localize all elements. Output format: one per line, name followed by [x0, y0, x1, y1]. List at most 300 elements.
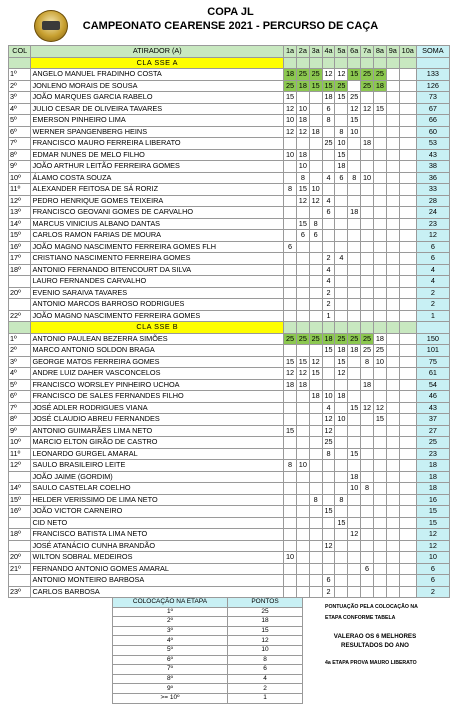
stage-score: 25: [348, 333, 361, 345]
stage-score: [386, 241, 399, 253]
class-spacer: [335, 57, 348, 69]
total-score: 67: [416, 103, 449, 115]
shooter-name: ANDRE LUIZ DAHER VASCONCELOS: [31, 368, 284, 380]
stage-score: [296, 402, 309, 414]
stage-score: [399, 149, 416, 161]
stage-score: [309, 264, 322, 276]
stage-score: [309, 92, 322, 104]
stage-score: [335, 230, 348, 242]
shooter-name: JOÃO JAIME (GORDIM): [31, 471, 284, 483]
shooter-name: CRISTIANO NASCIMENTO FERREIRA GOMES: [31, 253, 284, 265]
stage-score: [296, 563, 309, 575]
stage-score: [399, 138, 416, 150]
stage-score: [309, 506, 322, 518]
stage-score: [386, 529, 399, 541]
stage-score: [373, 425, 386, 437]
shooter-row: [9, 391, 450, 403]
points-value: 8: [228, 655, 303, 665]
shooter-row: [9, 575, 450, 587]
points-position: 2º: [113, 617, 228, 627]
stage-score: [361, 552, 374, 564]
shooter-row: [9, 149, 450, 161]
class-spacer: [9, 57, 31, 69]
shooter-row: [9, 172, 450, 184]
class-spacer: [399, 57, 416, 69]
stage-score: [284, 494, 297, 506]
shooter-row: [9, 483, 450, 495]
shooter-row: [9, 299, 450, 311]
stage-score: [399, 333, 416, 345]
stage-score: [373, 126, 386, 138]
position-cell: [9, 540, 31, 552]
stage-score: [373, 529, 386, 541]
stage-score: 10: [284, 552, 297, 564]
column-header: 4a: [322, 46, 335, 58]
position-cell: 8º: [9, 414, 31, 426]
stage-score: 25: [373, 69, 386, 81]
stage-score: [373, 540, 386, 552]
shooter-name: MARCIO ELTON GIRÃO DE CASTRO: [31, 437, 284, 449]
stage-score: [284, 230, 297, 242]
stage-score: [361, 310, 374, 322]
total-score: 101: [416, 345, 449, 357]
position-cell: 1º: [9, 69, 31, 81]
class-spacer: [361, 57, 374, 69]
stage-score: 15: [348, 402, 361, 414]
points-position: 6º: [113, 655, 228, 665]
stage-score: 8: [284, 460, 297, 472]
stage-score: [399, 184, 416, 196]
stage-score: 15: [322, 80, 335, 92]
position-cell: 7º: [9, 138, 31, 150]
position-cell: 5º: [9, 379, 31, 391]
stage-score: [284, 506, 297, 518]
stage-score: [296, 506, 309, 518]
stage-score: 6: [296, 230, 309, 242]
stage-score: [386, 184, 399, 196]
stage-score: 15: [335, 149, 348, 161]
stage-score: [322, 563, 335, 575]
stage-score: 10: [322, 391, 335, 403]
stage-score: [361, 437, 374, 449]
stage-score: [309, 161, 322, 173]
stage-score: [399, 207, 416, 219]
total-score: 6: [416, 575, 449, 587]
stage-score: [284, 575, 297, 587]
stage-score: 15: [348, 448, 361, 460]
total-score: 61: [416, 368, 449, 380]
stage-score: [335, 437, 348, 449]
shooter-row: [9, 287, 450, 299]
position-cell: 10º: [9, 437, 31, 449]
stage-score: 18: [284, 379, 297, 391]
stage-score: [309, 448, 322, 460]
stage-score: [335, 264, 348, 276]
stage-score: 12: [335, 368, 348, 380]
shooter-row: [9, 448, 450, 460]
stage-score: [373, 563, 386, 575]
points-row: [113, 674, 303, 684]
stage-score: [399, 356, 416, 368]
stage-score: [386, 287, 399, 299]
shooter-name: FRANCISCO GEOVANI GOMES DE CARVALHO: [31, 207, 284, 219]
stage-score: [399, 69, 416, 81]
shooter-row: [9, 494, 450, 506]
header-row: [9, 46, 450, 58]
position-cell: 22º: [9, 310, 31, 322]
stage-score: 6: [335, 172, 348, 184]
stage-score: 15: [284, 92, 297, 104]
stage-score: [361, 92, 374, 104]
stage-score: [399, 241, 416, 253]
stage-score: 10: [348, 483, 361, 495]
shooter-name: EMERSON PINHEIRO LIMA: [31, 115, 284, 127]
class-label: CLA SSE B: [31, 322, 284, 334]
stage-score: [335, 575, 348, 587]
points-header-position: COLOCAÇÃO NA ETAPA: [113, 598, 228, 608]
total-score: 2: [416, 586, 449, 598]
stage-score: [361, 287, 374, 299]
stage-score: [373, 448, 386, 460]
stage-score: [386, 161, 399, 173]
stage-score: 10: [296, 460, 309, 472]
stage-score: 25: [361, 333, 374, 345]
stage-score: 8: [361, 483, 374, 495]
stage-score: [361, 540, 374, 552]
stage-score: [348, 287, 361, 299]
stage-score: [335, 448, 348, 460]
shooter-name: PEDRO HENRIQUE GOMES TEIXEIRA: [31, 195, 284, 207]
shooter-name: LEONARDO GURGEL AMARAL: [31, 448, 284, 460]
shooter-name: ANTONIO MARCOS BARROSO RODRIGUES: [31, 299, 284, 311]
stage-score: [309, 310, 322, 322]
shooter-row: [9, 333, 450, 345]
stage-score: [335, 115, 348, 127]
stage-score: [386, 149, 399, 161]
stage-score: [386, 379, 399, 391]
stage-score: [284, 172, 297, 184]
position-cell: [9, 471, 31, 483]
shooter-row: [9, 414, 450, 426]
position-cell: 20º: [9, 552, 31, 564]
column-header: 10a: [399, 46, 416, 58]
shooter-row: [9, 379, 450, 391]
stage-score: [348, 230, 361, 242]
stage-score: [284, 517, 297, 529]
stage-score: 25: [361, 80, 374, 92]
stage-score: [296, 92, 309, 104]
stage-score: [296, 276, 309, 288]
stage-score: [322, 241, 335, 253]
stage-score: [373, 575, 386, 587]
points-row: [113, 645, 303, 655]
stage-score: [335, 529, 348, 541]
stage-score: [361, 264, 374, 276]
stage-score: 6: [361, 563, 374, 575]
stage-score: [296, 517, 309, 529]
stage-score: [386, 172, 399, 184]
position-cell: 20º: [9, 287, 31, 299]
stage-score: [296, 310, 309, 322]
stage-score: 18: [373, 80, 386, 92]
stage-score: 10: [348, 126, 361, 138]
points-header-points: PONTOS: [228, 598, 303, 608]
stage-score: [322, 161, 335, 173]
stage-score: [348, 517, 361, 529]
stage-score: [284, 264, 297, 276]
stage-score: 15: [373, 103, 386, 115]
points-value: 2: [228, 684, 303, 694]
shooter-row: [9, 80, 450, 92]
stage-score: [361, 126, 374, 138]
shooter-name: JOÃO MAGNO NASCIMENTO FERREIRA GOMES FLH: [31, 241, 284, 253]
stage-score: [296, 207, 309, 219]
shooter-row: [9, 586, 450, 598]
stage-score: 18: [335, 391, 348, 403]
shooter-name: SAULO BRASILEIRO LEITE: [31, 460, 284, 472]
stage-score: [386, 253, 399, 265]
stage-score: [373, 276, 386, 288]
total-score: 18: [416, 483, 449, 495]
stage-score: [296, 138, 309, 150]
stage-score: [399, 126, 416, 138]
stage-score: 25: [361, 345, 374, 357]
stage-score: 15: [348, 115, 361, 127]
stage-score: [386, 345, 399, 357]
stage-score: [399, 172, 416, 184]
stage-score: [399, 552, 416, 564]
stage-score: [348, 552, 361, 564]
stage-score: [361, 299, 374, 311]
stage-score: [399, 92, 416, 104]
class-spacer: [386, 322, 399, 334]
stage-score: [386, 80, 399, 92]
stage-score: 25: [335, 80, 348, 92]
stage-score: [322, 483, 335, 495]
stage-score: [296, 299, 309, 311]
stage-score: [348, 253, 361, 265]
total-score: 2: [416, 287, 449, 299]
stage-score: [386, 402, 399, 414]
note-line-2: ETAPA CONFORME TABELA: [325, 615, 396, 621]
shooter-name: MARCO ANTONIO SOLDON BRAGA: [31, 345, 284, 357]
stage-score: [386, 483, 399, 495]
points-position: 3º: [113, 626, 228, 636]
stage-score: [361, 230, 374, 242]
stage-score: [386, 563, 399, 575]
stage-score: [322, 149, 335, 161]
stage-score: [361, 195, 374, 207]
shooter-row: [9, 264, 450, 276]
shooter-row: [9, 310, 450, 322]
stage-score: [335, 207, 348, 219]
stage-score: [322, 552, 335, 564]
stage-score: [296, 494, 309, 506]
stage-score: [386, 310, 399, 322]
stage-score: 15: [348, 69, 361, 81]
position-cell: 23º: [9, 586, 31, 598]
column-header: SOMA: [416, 46, 449, 58]
stage-score: [373, 230, 386, 242]
stage-score: [399, 264, 416, 276]
points-position: 5º: [113, 645, 228, 655]
class-spacer: [284, 322, 297, 334]
stage-score: [373, 115, 386, 127]
shooter-row: [9, 345, 450, 357]
stage-score: [399, 103, 416, 115]
stage-score: [322, 494, 335, 506]
shooter-name: ANTONIO MONTEIRO BARBOSA: [31, 575, 284, 587]
points-position: 1º: [113, 607, 228, 617]
stage-score: 10: [361, 172, 374, 184]
shooter-row: [9, 138, 450, 150]
class-spacer: [309, 57, 322, 69]
shooter-name: JOSÉ CLAUDIO ABREU FERNANDES: [31, 414, 284, 426]
stage-score: [399, 483, 416, 495]
stage-score: 8: [361, 356, 374, 368]
stage-score: [386, 368, 399, 380]
class-spacer: [361, 322, 374, 334]
stage-score: [399, 379, 416, 391]
shooter-name: MARCUS VINICIUS ALBANO DANTAS: [31, 218, 284, 230]
stage-score: [386, 356, 399, 368]
stage-score: [284, 345, 297, 357]
position-cell: 9º: [9, 161, 31, 173]
shooter-name: JOSÉ ADLER RODRIGUES VIANA: [31, 402, 284, 414]
stage-score: [348, 414, 361, 426]
stage-score: [335, 586, 348, 598]
position-cell: [9, 575, 31, 587]
stage-score: 6: [309, 230, 322, 242]
total-score: 126: [416, 80, 449, 92]
stage-score: 10: [335, 138, 348, 150]
class-spacer: [335, 322, 348, 334]
stage-score: [309, 460, 322, 472]
stage-score: [386, 126, 399, 138]
stage-score: 2: [322, 253, 335, 265]
stage-score: 18: [361, 138, 374, 150]
shooter-name: FERNANDO ANTONIO GOMES AMARAL: [31, 563, 284, 575]
position-cell: [9, 276, 31, 288]
stage-score: [373, 368, 386, 380]
position-cell: 3º: [9, 92, 31, 104]
stage-score: [322, 230, 335, 242]
stage-score: [386, 195, 399, 207]
stage-score: 18: [373, 333, 386, 345]
stage-score: [348, 149, 361, 161]
shooter-row: [9, 368, 450, 380]
stage-score: [361, 575, 374, 587]
shooter-row: [9, 506, 450, 518]
stage-score: [373, 184, 386, 196]
stage-score: 15: [322, 506, 335, 518]
shooter-name: ANTONIO GUIMARÃES LIMA NETO: [31, 425, 284, 437]
stage-score: 15: [309, 368, 322, 380]
stage-score: [399, 540, 416, 552]
total-score: 12: [416, 529, 449, 541]
shooter-name: CARLOS BARBOSA: [31, 586, 284, 598]
stage-score: [348, 368, 361, 380]
points-position: >= 10º: [113, 693, 228, 703]
stage-score: [373, 299, 386, 311]
stage-score: [373, 92, 386, 104]
shooter-row: [9, 126, 450, 138]
position-cell: 18º: [9, 264, 31, 276]
stage-score: [399, 414, 416, 426]
shooter-name: ANGELO MANUEL FRADINHO COSTA: [31, 69, 284, 81]
class-spacer: [386, 57, 399, 69]
stage-score: [284, 471, 297, 483]
total-score: 60: [416, 126, 449, 138]
position-cell: 15º: [9, 230, 31, 242]
stage-score: 8: [284, 184, 297, 196]
column-header: COL: [9, 46, 31, 58]
stage-score: [309, 103, 322, 115]
stage-score: 18: [361, 379, 374, 391]
stage-score: [322, 368, 335, 380]
class-spacer: [373, 57, 386, 69]
ranking-table: [8, 45, 450, 598]
stage-score: [361, 115, 374, 127]
total-score: 150: [416, 333, 449, 345]
stage-score: [373, 471, 386, 483]
stage-score: [361, 184, 374, 196]
stage-score: 12: [296, 126, 309, 138]
stage-score: 1: [322, 310, 335, 322]
points-row: [113, 684, 303, 694]
position-cell: 5º: [9, 115, 31, 127]
stage-score: [322, 126, 335, 138]
column-header: 5a: [335, 46, 348, 58]
stage-score: [284, 414, 297, 426]
stage-score: [296, 483, 309, 495]
class-spacer: [284, 57, 297, 69]
stage-score: [361, 517, 374, 529]
stage-score: [373, 218, 386, 230]
class-row: [9, 322, 450, 334]
stage-score: [386, 460, 399, 472]
stage-score: [399, 368, 416, 380]
stage-score: [361, 391, 374, 403]
shooter-row: [9, 184, 450, 196]
stage-score: [399, 563, 416, 575]
stage-score: 4: [322, 402, 335, 414]
stage-score: [284, 402, 297, 414]
shooter-name: FRANCISCO MAURO FERREIRA LIBERATO: [31, 138, 284, 150]
position-cell: [9, 517, 31, 529]
stage-score: [284, 448, 297, 460]
total-score: 18: [416, 460, 449, 472]
shooter-row: [9, 460, 450, 472]
stage-score: [296, 241, 309, 253]
note-line-1: PONTUAÇÃO PELA COLOCAÇÃO NA: [325, 604, 418, 610]
position-cell: [9, 299, 31, 311]
stage-score: 15: [322, 345, 335, 357]
total-score: 12: [416, 540, 449, 552]
stage-score: 15: [309, 80, 322, 92]
stage-score: [386, 448, 399, 460]
stage-score: 25: [296, 69, 309, 81]
total-score: 36: [416, 172, 449, 184]
stage-score: [399, 253, 416, 265]
stage-score: 8: [335, 126, 348, 138]
stage-score: [386, 506, 399, 518]
stage-score: 12: [322, 414, 335, 426]
stage-score: [348, 460, 361, 472]
stage-score: [348, 241, 361, 253]
stage-score: 18: [348, 207, 361, 219]
stage-score: [309, 253, 322, 265]
